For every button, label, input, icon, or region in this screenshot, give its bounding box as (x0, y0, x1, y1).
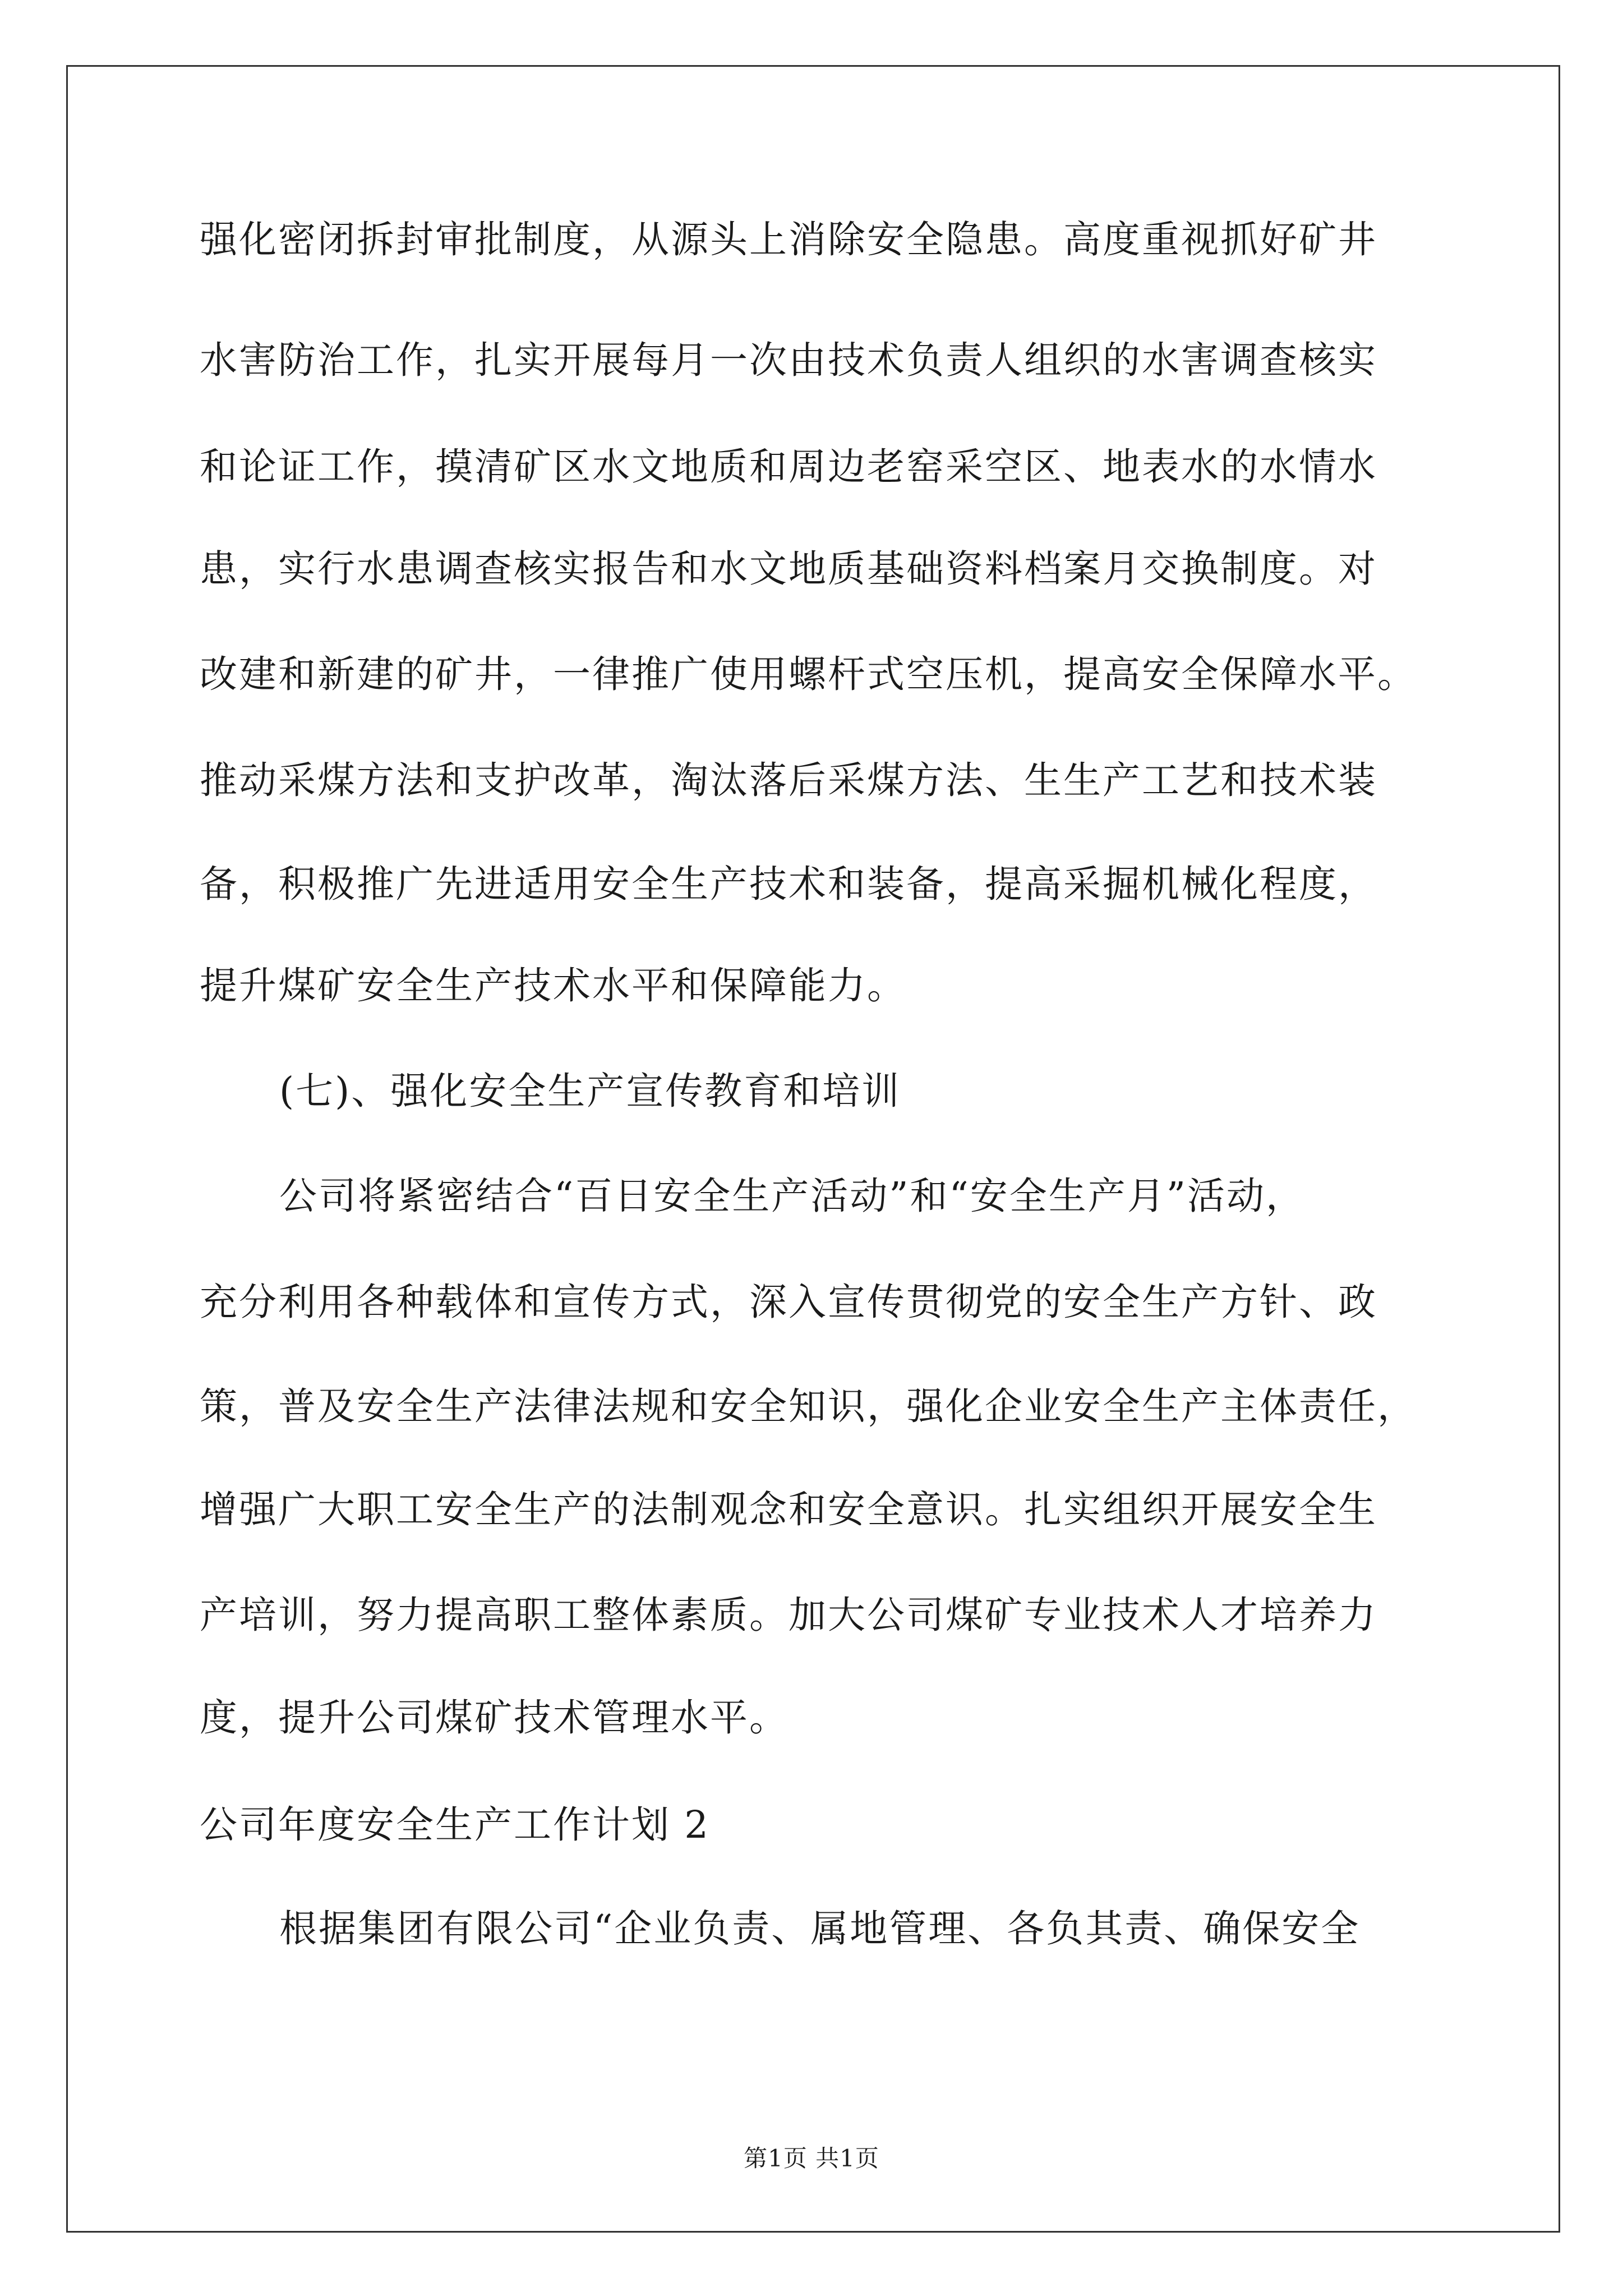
paragraph-start-line: 公司将紧密结合“百日安全生产活动”和“安全生产月”活动， (279, 1174, 1306, 1218)
body-line-14: 产培训，努力提高职工整体素质。加大公司煤矿专业技术人才培养力 (200, 1593, 1377, 1637)
section-heading: (七)、强化安全生产宣传教育和培训 (279, 1069, 901, 1113)
body-line-12: 策，普及安全生产法律法规和安全知识，强化企业安全生产主体责任， (200, 1384, 1417, 1428)
body-line-11: 充分利用各种载体和宣传方式，深入宣传贯彻党的安全生产方针、政 (200, 1280, 1377, 1324)
document-title: 公司年度安全生产工作计划 2 (200, 1803, 710, 1847)
paragraph-start-line: 根据集团有限公司“企业负责、属地管理、各负其责、确保安全 (279, 1907, 1361, 1950)
body-line-1: 强化密闭拆封审批制度，从源头上消除安全隐患。高度重视抓好矿井 (200, 218, 1377, 261)
body-line-8: 提升煤矿安全生产技术水平和保障能力。 (200, 964, 906, 1007)
body-line-2: 水害防治工作，扎实开展每月一次由技术负责人组织的水害调查核实 (200, 338, 1377, 382)
body-line-3: 和论证工作，摸清矿区水文地质和周边老窑采空区、地表水的水情水 (200, 445, 1377, 489)
body-line-7: 备，积极推广先进适用安全生产技术和装备，提高采掘机械化程度， (200, 862, 1377, 906)
page-footer: 第1页 共1页 (744, 2145, 879, 2172)
body-line-4: 患，实行水患调查核实报告和水文地质基础资料档案月交换制度。对 (200, 547, 1377, 591)
body-line-13: 增强广大职工安全生产的法制观念和安全意识。扎实组织开展安全生 (200, 1488, 1377, 1531)
body-line-6: 推动采煤方法和支护改革，淘汰落后采煤方法、生生产工艺和技术装 (200, 758, 1377, 802)
body-line-5: 改建和新建的矿井，一律推广使用螺杆式空压机，提高安全保障水平。 (200, 652, 1417, 696)
body-line-15: 度，提升公司煤矿技术管理水平。 (200, 1696, 789, 1740)
